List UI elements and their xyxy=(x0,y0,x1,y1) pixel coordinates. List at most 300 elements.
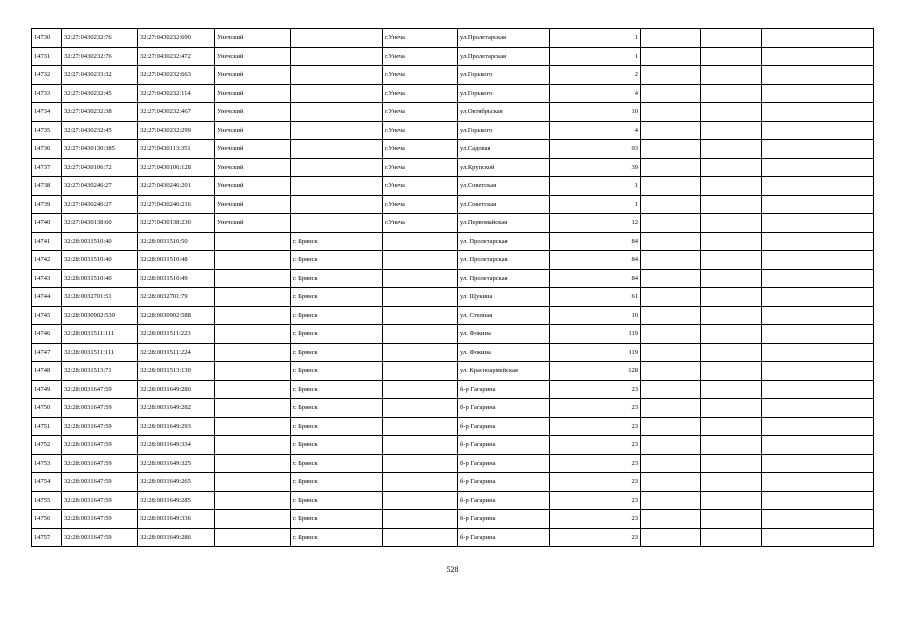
town-cell: г.Унеча xyxy=(383,214,458,233)
district-cell: Унечский xyxy=(215,195,291,214)
row-number-cell: 14741 xyxy=(32,232,62,251)
table-row xyxy=(32,140,874,159)
extra-cell-2 xyxy=(701,473,762,492)
empty-cell xyxy=(762,288,874,307)
extra-cell-1 xyxy=(641,399,701,418)
table-row xyxy=(32,417,874,436)
object-cadastral-number-cell: 32:28:0031649:336 xyxy=(138,510,215,529)
row-number-cell: 14750 xyxy=(32,399,62,418)
street-cell: ул. Пролетарская xyxy=(458,269,550,288)
cadastral-number-cell: 32:28:0031647:59 xyxy=(62,417,138,436)
extra-cell-2 xyxy=(701,343,762,362)
city-cell xyxy=(291,195,383,214)
extra-cell-2 xyxy=(701,362,762,381)
cadastral-number-cell: 32:28:0031647:59 xyxy=(62,510,138,529)
cadastral-number-cell: 32:27:0430233:32 xyxy=(62,66,138,85)
district-cell xyxy=(215,399,291,418)
empty-cell xyxy=(762,195,874,214)
district-cell: Унечский xyxy=(215,29,291,48)
city-cell xyxy=(291,103,383,122)
extra-cell-2 xyxy=(701,84,762,103)
city-cell xyxy=(291,177,383,196)
object-cadastral-number-cell: 32:27:0430113:351 xyxy=(138,140,215,159)
row-number-cell: 14746 xyxy=(32,325,62,344)
district-cell xyxy=(215,232,291,251)
table-row xyxy=(32,251,874,270)
town-cell: г.Унеча xyxy=(383,140,458,159)
district-cell xyxy=(215,528,291,547)
empty-cell xyxy=(762,528,874,547)
city-cell xyxy=(291,158,383,177)
object-cadastral-number-cell: 32:28:0030902:588 xyxy=(138,306,215,325)
extra-cell-1 xyxy=(641,177,701,196)
extra-cell-1 xyxy=(641,29,701,48)
house-number-cell: 1 xyxy=(550,47,641,66)
extra-cell-1 xyxy=(641,436,701,455)
cadastral-number-cell: 32:28:0031510:40 xyxy=(62,251,138,270)
town-cell xyxy=(383,380,458,399)
street-cell: ул.Горького xyxy=(458,84,550,103)
extra-cell-2 xyxy=(701,528,762,547)
district-cell xyxy=(215,510,291,529)
city-cell: г. Брянск xyxy=(291,417,383,436)
extra-cell-2 xyxy=(701,214,762,233)
house-number-cell: 23 xyxy=(550,380,641,399)
town-cell xyxy=(383,510,458,529)
street-cell: ул.Горького xyxy=(458,121,550,140)
extra-cell-1 xyxy=(641,491,701,510)
row-number-cell: 14737 xyxy=(32,158,62,177)
district-cell xyxy=(215,362,291,381)
row-number-cell: 14735 xyxy=(32,121,62,140)
town-cell: г.Унеча xyxy=(383,121,458,140)
district-cell: Унечский xyxy=(215,158,291,177)
table-row xyxy=(32,343,874,362)
district-cell: Унечский xyxy=(215,84,291,103)
town-cell xyxy=(383,362,458,381)
district-cell: Унечский xyxy=(215,103,291,122)
row-number-cell: 14748 xyxy=(32,362,62,381)
extra-cell-1 xyxy=(641,306,701,325)
empty-cell xyxy=(762,269,874,288)
town-cell xyxy=(383,325,458,344)
street-cell: ул. Красноармейская xyxy=(458,362,550,381)
house-number-cell: 23 xyxy=(550,454,641,473)
street-cell: б-р Гагарина xyxy=(458,454,550,473)
house-number-cell: 1 xyxy=(550,195,641,214)
table-row xyxy=(32,510,874,529)
table-row xyxy=(32,232,874,251)
extra-cell-2 xyxy=(701,47,762,66)
town-cell xyxy=(383,473,458,492)
city-cell: г. Брянск xyxy=(291,399,383,418)
extra-cell-1 xyxy=(641,288,701,307)
street-cell: ул. Пролетарская xyxy=(458,232,550,251)
street-cell: ул.Садовая xyxy=(458,140,550,159)
extra-cell-2 xyxy=(701,306,762,325)
cadastral-number-cell: 32:28:0031511:111 xyxy=(62,325,138,344)
object-cadastral-number-cell: 32:27:0430232:663 xyxy=(138,66,215,85)
extra-cell-1 xyxy=(641,232,701,251)
row-number-cell: 14756 xyxy=(32,510,62,529)
extra-cell-1 xyxy=(641,510,701,529)
street-cell: ул.Октябрьская xyxy=(458,103,550,122)
house-number-cell: 119 xyxy=(550,325,641,344)
extra-cell-2 xyxy=(701,66,762,85)
street-cell: б-р Гагарина xyxy=(458,491,550,510)
object-cadastral-number-cell: 32:28:0031510:50 xyxy=(138,232,215,251)
registry-table xyxy=(31,28,874,547)
cadastral-number-cell: 32:28:0031510:40 xyxy=(62,232,138,251)
empty-cell xyxy=(762,66,874,85)
district-cell: Унечский xyxy=(215,121,291,140)
row-number-cell: 14755 xyxy=(32,491,62,510)
house-number-cell: 4 xyxy=(550,121,641,140)
city-cell: г. Брянск xyxy=(291,306,383,325)
house-number-cell: 23 xyxy=(550,417,641,436)
house-number-cell: 23 xyxy=(550,491,641,510)
empty-cell xyxy=(762,232,874,251)
city-cell: г. Брянск xyxy=(291,325,383,344)
house-number-cell: 23 xyxy=(550,473,641,492)
extra-cell-1 xyxy=(641,140,701,159)
table-row xyxy=(32,195,874,214)
town-cell: г.Унеча xyxy=(383,177,458,196)
table-row xyxy=(32,306,874,325)
house-number-cell: 39 xyxy=(550,158,641,177)
empty-cell xyxy=(762,251,874,270)
empty-cell xyxy=(762,491,874,510)
city-cell: г. Брянск xyxy=(291,232,383,251)
extra-cell-1 xyxy=(641,195,701,214)
extra-cell-1 xyxy=(641,158,701,177)
cadastral-number-cell: 32:27:0430246:27 xyxy=(62,177,138,196)
table-row xyxy=(32,121,874,140)
extra-cell-1 xyxy=(641,103,701,122)
extra-cell-1 xyxy=(641,251,701,270)
city-cell: г. Брянск xyxy=(291,362,383,381)
object-cadastral-number-cell: 32:28:0031513:130 xyxy=(138,362,215,381)
street-cell: б-р Гагарина xyxy=(458,380,550,399)
town-cell xyxy=(383,251,458,270)
house-number-cell: 23 xyxy=(550,399,641,418)
town-cell xyxy=(383,343,458,362)
cadastral-number-cell: 32:27:0430232:76 xyxy=(62,47,138,66)
table-row xyxy=(32,528,874,547)
row-number-cell: 14731 xyxy=(32,47,62,66)
empty-cell xyxy=(762,158,874,177)
street-cell: б-р Гагарина xyxy=(458,399,550,418)
street-cell: ул. Пролетарская xyxy=(458,251,550,270)
district-cell xyxy=(215,325,291,344)
empty-cell xyxy=(762,177,874,196)
city-cell: г. Брянск xyxy=(291,510,383,529)
row-number-cell: 14732 xyxy=(32,66,62,85)
extra-cell-2 xyxy=(701,325,762,344)
city-cell: г. Брянск xyxy=(291,528,383,547)
row-number-cell: 14739 xyxy=(32,195,62,214)
row-number-cell: 14744 xyxy=(32,288,62,307)
town-cell: г.Унеча xyxy=(383,158,458,177)
street-cell: ул. Фокина xyxy=(458,325,550,344)
city-cell: г. Брянск xyxy=(291,288,383,307)
row-number-cell: 14734 xyxy=(32,103,62,122)
row-number-cell: 14749 xyxy=(32,380,62,399)
extra-cell-1 xyxy=(641,473,701,492)
city-cell xyxy=(291,84,383,103)
table-row xyxy=(32,214,874,233)
house-number-cell: 23 xyxy=(550,528,641,547)
town-cell xyxy=(383,232,458,251)
object-cadastral-number-cell: 32:27:0430232:467 xyxy=(138,103,215,122)
extra-cell-1 xyxy=(641,380,701,399)
street-cell: ул.Первомайская xyxy=(458,214,550,233)
extra-cell-2 xyxy=(701,491,762,510)
cadastral-number-cell: 32:27:0430130:385 xyxy=(62,140,138,159)
town-cell xyxy=(383,417,458,436)
cadastral-number-cell: 32:27:0430232:38 xyxy=(62,103,138,122)
house-number-cell: 128 xyxy=(550,362,641,381)
cadastral-number-cell: 32:28:0031647:59 xyxy=(62,380,138,399)
city-cell xyxy=(291,140,383,159)
table-row xyxy=(32,325,874,344)
house-number-cell: 23 xyxy=(550,436,641,455)
street-cell: ул. Фокина xyxy=(458,343,550,362)
empty-cell xyxy=(762,84,874,103)
row-number-cell: 14742 xyxy=(32,251,62,270)
street-cell: ул. Степная xyxy=(458,306,550,325)
extra-cell-1 xyxy=(641,417,701,436)
town-cell xyxy=(383,491,458,510)
object-cadastral-number-cell: 32:27:0430232:299 xyxy=(138,121,215,140)
cadastral-number-cell: 32:27:0430246:27 xyxy=(62,195,138,214)
town-cell: г.Унеча xyxy=(383,47,458,66)
cadastral-number-cell: 32:27:0430138:60 xyxy=(62,214,138,233)
town-cell xyxy=(383,269,458,288)
extra-cell-2 xyxy=(701,399,762,418)
extra-cell-1 xyxy=(641,84,701,103)
town-cell xyxy=(383,528,458,547)
empty-cell xyxy=(762,103,874,122)
empty-cell xyxy=(762,362,874,381)
district-cell xyxy=(215,417,291,436)
table-row xyxy=(32,288,874,307)
town-cell xyxy=(383,306,458,325)
street-cell: б-р Гагарина xyxy=(458,510,550,529)
table-body xyxy=(32,29,874,547)
city-cell: г. Брянск xyxy=(291,454,383,473)
extra-cell-2 xyxy=(701,510,762,529)
extra-cell-2 xyxy=(701,177,762,196)
extra-cell-1 xyxy=(641,343,701,362)
empty-cell xyxy=(762,343,874,362)
cadastral-number-cell: 32:28:0032701:51 xyxy=(62,288,138,307)
district-cell xyxy=(215,491,291,510)
extra-cell-2 xyxy=(701,121,762,140)
extra-cell-2 xyxy=(701,158,762,177)
district-cell xyxy=(215,306,291,325)
house-number-cell: 10 xyxy=(550,306,641,325)
town-cell xyxy=(383,436,458,455)
object-cadastral-number-cell: 32:28:0032701:79 xyxy=(138,288,215,307)
house-number-cell: 23 xyxy=(550,510,641,529)
empty-cell xyxy=(762,436,874,455)
object-cadastral-number-cell: 32:28:0031649:282 xyxy=(138,399,215,418)
extra-cell-1 xyxy=(641,47,701,66)
cadastral-number-cell: 32:28:0031647:59 xyxy=(62,491,138,510)
extra-cell-2 xyxy=(701,417,762,436)
extra-cell-1 xyxy=(641,66,701,85)
town-cell xyxy=(383,288,458,307)
object-cadastral-number-cell: 32:27:0430138:230 xyxy=(138,214,215,233)
object-cadastral-number-cell: 32:28:0031649:334 xyxy=(138,436,215,455)
house-number-cell: 4 xyxy=(550,84,641,103)
object-cadastral-number-cell: 32:28:0031510:48 xyxy=(138,251,215,270)
town-cell: г.Унеча xyxy=(383,84,458,103)
object-cadastral-number-cell: 32:28:0031649:280 xyxy=(138,380,215,399)
empty-cell xyxy=(762,47,874,66)
extra-cell-1 xyxy=(641,325,701,344)
table-row xyxy=(32,399,874,418)
table-row xyxy=(32,454,874,473)
extra-cell-2 xyxy=(701,251,762,270)
extra-cell-2 xyxy=(701,288,762,307)
cadastral-number-cell: 32:28:0031510:40 xyxy=(62,269,138,288)
town-cell: г.Унеча xyxy=(383,195,458,214)
house-number-cell: 93 xyxy=(550,140,641,159)
district-cell xyxy=(215,473,291,492)
extra-cell-2 xyxy=(701,436,762,455)
town-cell xyxy=(383,399,458,418)
city-cell: г. Брянск xyxy=(291,473,383,492)
district-cell: Унечский xyxy=(215,47,291,66)
object-cadastral-number-cell: 32:27:0430246:201 xyxy=(138,177,215,196)
row-number-cell: 14754 xyxy=(32,473,62,492)
city-cell xyxy=(291,47,383,66)
town-cell: г.Унеча xyxy=(383,103,458,122)
district-cell xyxy=(215,251,291,270)
cadastral-number-cell: 32:27:0430106:72 xyxy=(62,158,138,177)
row-number-cell: 14743 xyxy=(32,269,62,288)
extra-cell-1 xyxy=(641,269,701,288)
table-row xyxy=(32,380,874,399)
object-cadastral-number-cell: 32:27:0430246:216 xyxy=(138,195,215,214)
empty-cell xyxy=(762,380,874,399)
street-cell: ул.Советская xyxy=(458,177,550,196)
object-cadastral-number-cell: 32:28:0031649:293 xyxy=(138,417,215,436)
house-number-cell: 84 xyxy=(550,232,641,251)
city-cell: г. Брянск xyxy=(291,343,383,362)
house-number-cell: 2 xyxy=(550,66,641,85)
table-row xyxy=(32,103,874,122)
extra-cell-2 xyxy=(701,29,762,48)
district-cell: Унечский xyxy=(215,140,291,159)
row-number-cell: 14752 xyxy=(32,436,62,455)
empty-cell xyxy=(762,214,874,233)
house-number-cell: 12 xyxy=(550,214,641,233)
town-cell: г.Унеча xyxy=(383,29,458,48)
extra-cell-2 xyxy=(701,140,762,159)
empty-cell xyxy=(762,325,874,344)
object-cadastral-number-cell: 32:28:0031649:285 xyxy=(138,491,215,510)
row-number-cell: 14757 xyxy=(32,528,62,547)
object-cadastral-number-cell: 32:28:0031511:223 xyxy=(138,325,215,344)
table-row xyxy=(32,66,874,85)
empty-cell xyxy=(762,454,874,473)
object-cadastral-number-cell: 32:28:0031649:265 xyxy=(138,473,215,492)
street-cell: ул.Пролетарская xyxy=(458,29,550,48)
table-row xyxy=(32,47,874,66)
extra-cell-1 xyxy=(641,454,701,473)
cadastral-number-cell: 32:28:0031647:59 xyxy=(62,528,138,547)
extra-cell-2 xyxy=(701,454,762,473)
extra-cell-1 xyxy=(641,362,701,381)
extra-cell-1 xyxy=(641,528,701,547)
cadastral-number-cell: 32:28:0031647:59 xyxy=(62,436,138,455)
street-cell: ул.Крупской xyxy=(458,158,550,177)
extra-cell-2 xyxy=(701,380,762,399)
empty-cell xyxy=(762,399,874,418)
extra-cell-1 xyxy=(641,214,701,233)
city-cell: г. Брянск xyxy=(291,269,383,288)
table-row xyxy=(32,491,874,510)
row-number-cell: 14740 xyxy=(32,214,62,233)
city-cell: г. Брянск xyxy=(291,491,383,510)
street-cell: б-р Гагарина xyxy=(458,528,550,547)
empty-cell xyxy=(762,121,874,140)
district-cell xyxy=(215,269,291,288)
object-cadastral-number-cell: 32:27:0430232:472 xyxy=(138,47,215,66)
cadastral-number-cell: 32:28:0031511:111 xyxy=(62,343,138,362)
row-number-cell: 14745 xyxy=(32,306,62,325)
extra-cell-2 xyxy=(701,195,762,214)
row-number-cell: 14751 xyxy=(32,417,62,436)
empty-cell xyxy=(762,140,874,159)
cadastral-number-cell: 32:27:0430232:45 xyxy=(62,121,138,140)
extra-cell-2 xyxy=(701,232,762,251)
house-number-cell: 1 xyxy=(550,177,641,196)
city-cell: г. Брянск xyxy=(291,251,383,270)
row-number-cell: 14747 xyxy=(32,343,62,362)
empty-cell xyxy=(762,29,874,48)
cadastral-number-cell: 32:28:0031647:59 xyxy=(62,473,138,492)
house-number-cell: 119 xyxy=(550,343,641,362)
street-cell: б-р Гагарина xyxy=(458,417,550,436)
district-cell: Унечский xyxy=(215,177,291,196)
city-cell: г. Брянск xyxy=(291,436,383,455)
extra-cell-1 xyxy=(641,121,701,140)
extra-cell-2 xyxy=(701,103,762,122)
table-row xyxy=(32,473,874,492)
district-cell: Унечский xyxy=(215,214,291,233)
table-row xyxy=(32,362,874,381)
city-cell xyxy=(291,66,383,85)
city-cell xyxy=(291,29,383,48)
empty-cell xyxy=(762,417,874,436)
empty-cell xyxy=(762,473,874,492)
town-cell xyxy=(383,454,458,473)
table-row xyxy=(32,29,874,48)
table-row xyxy=(32,84,874,103)
empty-cell xyxy=(762,510,874,529)
cadastral-number-cell: 32:28:0031647:59 xyxy=(62,399,138,418)
cadastral-number-cell: 32:27:0430232:76 xyxy=(62,29,138,48)
cadastral-number-cell: 32:27:0430232:45 xyxy=(62,84,138,103)
house-number-cell: 1 xyxy=(550,29,641,48)
row-number-cell: 14738 xyxy=(32,177,62,196)
object-cadastral-number-cell: 32:27:0430232:114 xyxy=(138,84,215,103)
city-cell xyxy=(291,121,383,140)
